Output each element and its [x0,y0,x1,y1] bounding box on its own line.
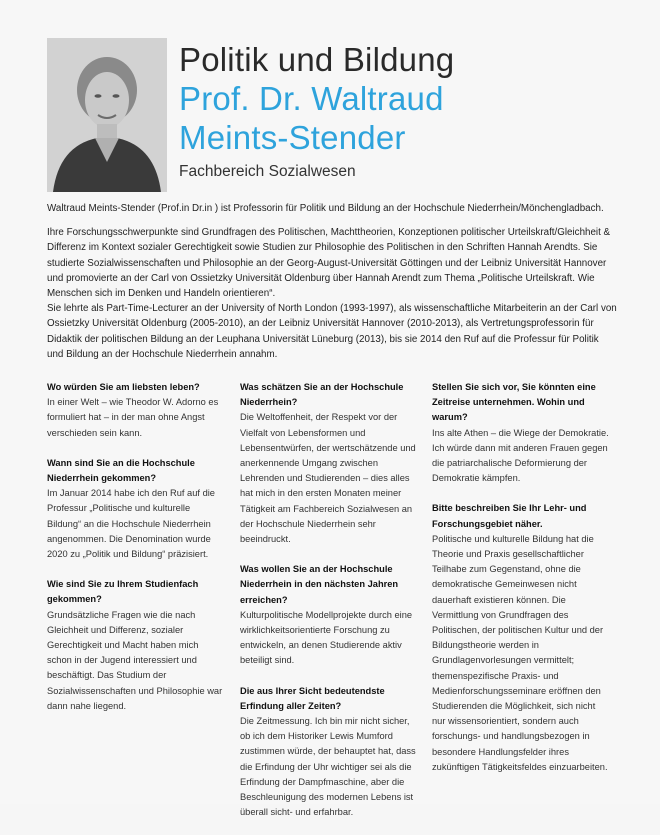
portrait-photo [47,38,167,192]
portrait-image [47,38,167,192]
person-name-line1: Prof. Dr. Waltraud [179,80,444,117]
intro-paragraph: Ihre Forschungsschwerpunkte sind Grundfragen des Politischen, Machttheorien, Konzeptionen politischer Urteilskraft/Gleichheit & Differenz im Kontext sozialer Gerechtigkeit sowie Studien zur Philosophie des Politischen in den Schriften Hannah Arendts. Sie studierte Sozialwissenschaften und Philosophie an der Georg-August-Universität Göttingen und der Leibniz Universität Hannover und promovierte an der Carl von Ossietzky Universität Oldenburg über Hannah Arendt zum Thema „Politische Urteilskraft. Wie Menschen sich im Denken und Handeln orientieren“. [47,227,611,300]
person-name-line2: Meints-Stender [179,119,406,156]
question: Was schätzen Sie an der Hochschule Niederrhein? [240,382,404,408]
interview-column [240,380,418,835]
answer: Die Weltoffenheit, der Respekt vor der Vielfalt von Lebensformen und Lebensentwürfen, der wertschätzende und anerkennende Umgang zwischen Lehrenden und Studierenden – dies alles hat mich in den ersten Monaten meiner Tätigkeit am Fachbereich Sozialwesen an der Hochschule Niederrhein sehr beeindruckt. [240,412,416,545]
header [179,40,629,181]
interview-column [47,380,225,729]
answer: Ins alte Athen – die Wiege der Demokratie. Ich würde dann mit anderen Frauen gegen die patriarchalische Deformierung der Demokratie kämpfen. [432,427,609,484]
question: Wie sind Sie zu Ihrem Studienfach gekommen? [47,579,199,605]
intro-paragraph: Sie lehrte als Part-Time-Lecturer an der University of North London (1993-1997), als wissenschaftliche Mitarbeiterin an der Carl von Ossietzky Universität Oldenburg (2005-2010), an der Leibniz Universität Hannover (2010-2013), als Vertretungsprofessorin für Didaktik der politischen Bildung an der Leuphana Universität Lüneburg (2013), bis sie 2014 den Ruf auf die Professur für Politik und Bildung an der Hochschule Niederrhein annahm. [47,303,617,360]
answer: Grundsätzliche Fragen wie die nach Gleichheit und Differenz, sozialer Gerechtigkeit und Macht haben mich schon in der Jugend interessiert und beschäftigt. Das Studium der Sozialwissenschaften und Philosophie war dann nahe liegend. [47,609,223,711]
question: Was wollen Sie an der Hochschule Niederrhein in den nächsten Jahren erreichen? [240,564,399,605]
question: Bitte beschreiben Sie Ihr Lehr- und Forschungsgebiet näher. [432,503,587,529]
answer: Die Zeitmessung. Ich bin mir nicht sicher, ob ich dem Historiker Lewis Mumford zustimmen würde, der behauptet hat, dass die Erfindung der Uhr wichtiger sei als die Erfindung der Dampfmaschine, aber die Beschleunigung des modernen Lebens ist überall sicht- und erfahrbar. [240,716,416,818]
answer: Kulturpolitische Modellprojekte durch eine wirklichkeitsorientierte Forschung zu entwickeln, an denen Studierende aktiv beteiligt sind. [240,609,413,666]
question: Wo würden Sie am liebsten leben? [47,382,200,392]
intro-text [47,201,617,362]
question: Die aus Ihrer Sicht bedeutendste Erfindung aller Zeiten? [240,685,385,711]
interview-column [432,380,610,790]
answer: Im Januar 2014 habe ich den Ruf auf die Professur „Politische und kulturelle Bildung“ an die Hochschule Niederrhein angenommen. Die Denomination wurde 2020 zu „Politik und Bildung“ präzisiert. [47,488,215,560]
question: Wann sind Sie an die Hochschule Niederrhein gekommen? [47,457,195,484]
answer: In einer Welt – wie Theodor W. Adorno es formuliert hat – in der man ohne Angst verschieden sein kann. [47,397,219,438]
answer: Politische und kulturelle Bildung hat die Theorie und Praxis gesellschaftlicher Teilhabe zum Gegenstand, ohne die demokratische Gemeinwesen nicht dauerhaft existieren können. Die Vermittlung von Grundfragen des Politischen, der politischen Kultur und der Bildungstheorie werden in Grundlagenvorlesungen vermittelt; themenspezifische Praxis- und Medienforschungsseminare eröffnen den Studierenden die Möglichkeit, sich nicht nur wissensorientiert, sondern auch forschungs- und handlungsbezogen in besondere Handlungsfelder ihres zukünftigen Tätigkeitsfeldes einzuarbeiten. [432,533,608,772]
page-title: Politik und Bildung [179,41,455,78]
department: Fachbereich Sozialwesen [179,163,356,180]
question: Stellen Sie sich vor, Sie könnten eine Zeitreise unternehmen. Wohin und warum? [432,382,596,423]
intro-paragraph: Waltraud Meints-Stender (Prof.in Dr.in ) ist Professorin für Politik und Bildung an der Hochschule Niederrhein/Mönchengladbach. [47,203,604,214]
